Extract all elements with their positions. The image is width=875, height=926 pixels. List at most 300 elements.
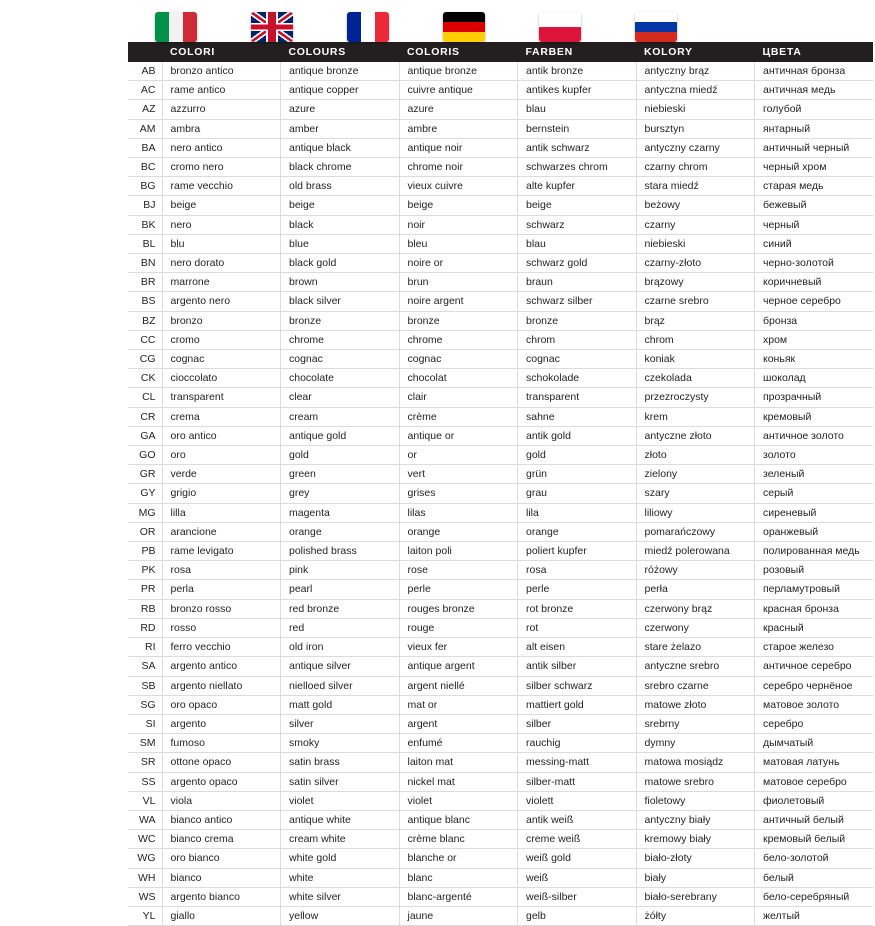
flag-cell-united-kingdom [224, 12, 320, 42]
color-name-cell: ferro vecchio [162, 638, 281, 657]
table-row [128, 369, 873, 388]
color-code-cell: SB [128, 676, 162, 695]
color-name-cell: chocolate [281, 369, 400, 388]
color-name-cell: old brass [281, 177, 400, 196]
color-name-cell: blanc [399, 868, 518, 887]
color-name-cell: stare żelazo [636, 638, 755, 657]
color-name-cell: белый [755, 868, 874, 887]
color-name-cell: янтарный [755, 119, 874, 138]
color-name-cell: bianco [162, 868, 281, 887]
color-name-cell: матовое серебро [755, 772, 874, 791]
color-name-cell: red [281, 618, 400, 637]
color-name-cell: silber schwarz [518, 676, 637, 695]
color-name-cell: arancione [162, 522, 281, 541]
color-name-cell: white silver [281, 887, 400, 906]
color-name-cell: chrome [399, 330, 518, 349]
table-row [128, 215, 873, 234]
color-name-cell: шоколад [755, 369, 874, 388]
color-code-cell: RD [128, 618, 162, 637]
flag-russia-icon [635, 12, 677, 42]
color-name-cell: прозрачный [755, 388, 874, 407]
color-name-cell: бежевый [755, 196, 874, 215]
color-code-cell: AM [128, 119, 162, 138]
color-name-cell: серый [755, 484, 874, 503]
table-row [128, 407, 873, 426]
color-name-cell: rosso [162, 618, 281, 637]
color-name-cell: antique noir [399, 138, 518, 157]
color-name-cell: argent niellé [399, 676, 518, 695]
color-name-cell: матовая латунь [755, 753, 874, 772]
color-name-cell: liliowy [636, 503, 755, 522]
color-name-cell: black gold [281, 254, 400, 273]
color-name-cell: stara miedź [636, 177, 755, 196]
color-name-cell: czarny-złoto [636, 254, 755, 273]
color-name-cell: оранжевый [755, 522, 874, 541]
color-code-cell: WS [128, 887, 162, 906]
color-name-cell: nero [162, 215, 281, 234]
color-name-cell: clair [399, 388, 518, 407]
color-code-cell: BJ [128, 196, 162, 215]
table-row [128, 753, 873, 772]
color-name-cell: antik schwarz [518, 138, 637, 157]
color-name-cell: argento antico [162, 657, 281, 676]
color-name-cell: ottone opaco [162, 753, 281, 772]
color-name-cell: nero dorato [162, 254, 281, 273]
color-name-cell: lila [518, 503, 637, 522]
color-name-cell: perle [518, 580, 637, 599]
color-name-cell: bronzo [162, 311, 281, 330]
color-name-cell: старая медь [755, 177, 874, 196]
color-name-cell: gold [281, 446, 400, 465]
color-code-cell: MG [128, 503, 162, 522]
color-name-cell: grey [281, 484, 400, 503]
color-code-cell: SM [128, 734, 162, 753]
color-name-cell: fioletowy [636, 791, 755, 810]
table-row [128, 772, 873, 791]
color-code-cell: SS [128, 772, 162, 791]
color-name-cell: niebieski [636, 100, 755, 119]
flag-france-icon [347, 12, 389, 42]
color-name-cell: crème [399, 407, 518, 426]
color-name-cell: or [399, 446, 518, 465]
color-code-cell: AC [128, 81, 162, 100]
color-code-cell: PR [128, 580, 162, 599]
color-name-cell: polished brass [281, 542, 400, 561]
color-code-cell: AZ [128, 100, 162, 119]
color-name-cell: żółty [636, 906, 755, 925]
color-name-cell: violet [399, 791, 518, 810]
color-code-cell: BG [128, 177, 162, 196]
color-name-cell: коричневый [755, 273, 874, 292]
table-header [128, 42, 873, 62]
color-name-cell: marrone [162, 273, 281, 292]
color-name-cell: perle [399, 580, 518, 599]
color-name-cell: rouge [399, 618, 518, 637]
color-code-cell: BK [128, 215, 162, 234]
color-name-cell: orange [518, 522, 637, 541]
color-code-cell: WH [128, 868, 162, 887]
color-name-cell: grigio [162, 484, 281, 503]
color-name-cell: rame antico [162, 81, 281, 100]
table-row [128, 177, 873, 196]
color-name-cell: argento opaco [162, 772, 281, 791]
color-name-cell: verde [162, 465, 281, 484]
color-name-cell: czerwony [636, 618, 755, 637]
color-name-cell: cromo nero [162, 158, 281, 177]
color-name-cell: laiton poli [399, 542, 518, 561]
color-code-cell: GO [128, 446, 162, 465]
flag-cell-germany [416, 12, 512, 42]
color-code-cell: GA [128, 426, 162, 445]
color-code-cell: GY [128, 484, 162, 503]
color-name-cell: сиреневый [755, 503, 874, 522]
color-name-cell: rouges bronze [399, 599, 518, 618]
color-name-cell: antik gold [518, 426, 637, 445]
color-name-cell: красный [755, 618, 874, 637]
color-name-cell: chrome [281, 330, 400, 349]
color-name-cell: alte kupfer [518, 177, 637, 196]
color-name-cell: satin silver [281, 772, 400, 791]
color-name-cell: черный хром [755, 158, 874, 177]
color-code-cell: CL [128, 388, 162, 407]
color-name-cell: creme weiß [518, 830, 637, 849]
color-name-cell: античная медь [755, 81, 874, 100]
table-row [128, 292, 873, 311]
color-name-cell: antique black [281, 138, 400, 157]
color-name-cell: enfumé [399, 734, 518, 753]
color-name-cell: rauchig [518, 734, 637, 753]
color-code-cell: WG [128, 849, 162, 868]
color-name-cell: chrom [636, 330, 755, 349]
table-header-row [128, 42, 873, 62]
color-name-cell: black silver [281, 292, 400, 311]
color-name-cell: серебро чернёное [755, 676, 874, 695]
color-name-cell: синий [755, 234, 874, 253]
color-name-cell: złoto [636, 446, 755, 465]
color-name-cell: antique bronze [281, 62, 400, 81]
color-name-cell: weiß [518, 868, 637, 887]
color-name-cell: messing-matt [518, 753, 637, 772]
color-name-cell: bursztyn [636, 119, 755, 138]
color-name-cell: schwarz [518, 215, 637, 234]
color-name-cell: bleu [399, 234, 518, 253]
column-header-colours: COLOURS [281, 42, 400, 62]
flag-poland-icon [539, 12, 581, 42]
color-name-cell: laiton mat [399, 753, 518, 772]
color-name-cell: grün [518, 465, 637, 484]
color-name-cell: violet [281, 791, 400, 810]
table-row [128, 234, 873, 253]
flag-cell-france [320, 12, 416, 42]
color-code-cell: RB [128, 599, 162, 618]
color-name-cell: rosa [518, 561, 637, 580]
color-name-cell: krem [636, 407, 755, 426]
color-name-cell: gelb [518, 906, 637, 925]
color-name-cell: mat or [399, 695, 518, 714]
table-row [128, 638, 873, 657]
color-names-table [128, 42, 873, 926]
color-name-cell: дымчатый [755, 734, 874, 753]
color-name-cell: dymny [636, 734, 755, 753]
color-name-cell: cream [281, 407, 400, 426]
table-row [128, 714, 873, 733]
table-row [128, 849, 873, 868]
color-name-cell: viola [162, 791, 281, 810]
color-name-cell: cognac [162, 350, 281, 369]
color-name-cell: antique gold [281, 426, 400, 445]
color-code-cell: OR [128, 522, 162, 541]
flag-cell-russia [608, 12, 704, 42]
color-name-cell: бронза [755, 311, 874, 330]
color-name-cell: yellow [281, 906, 400, 925]
color-code-cell: WC [128, 830, 162, 849]
color-name-cell: gold [518, 446, 637, 465]
color-name-cell: old iron [281, 638, 400, 657]
color-name-cell: полированная медь [755, 542, 874, 561]
table-row [128, 100, 873, 119]
color-name-cell: niebieski [636, 234, 755, 253]
color-name-cell: crema [162, 407, 281, 426]
color-name-cell: античный белый [755, 810, 874, 829]
table-row [128, 388, 873, 407]
color-code-cell: PB [128, 542, 162, 561]
color-code-cell: YL [128, 906, 162, 925]
color-name-cell: cream white [281, 830, 400, 849]
color-name-cell: vieux fer [399, 638, 518, 657]
color-name-cell: blau [518, 234, 637, 253]
color-name-cell: szary [636, 484, 755, 503]
color-code-cell: VL [128, 791, 162, 810]
table-row [128, 676, 873, 695]
color-name-cell: antikes kupfer [518, 81, 637, 100]
color-code-cell: CR [128, 407, 162, 426]
color-name-cell: czerwony brąz [636, 599, 755, 618]
table-row [128, 503, 873, 522]
table-row [128, 158, 873, 177]
color-name-cell: perla [162, 580, 281, 599]
color-name-cell: argento nero [162, 292, 281, 311]
table-row [128, 868, 873, 887]
color-name-cell: schokolade [518, 369, 637, 388]
color-name-cell: matowa mosiądz [636, 753, 755, 772]
color-name-cell: violett [518, 791, 637, 810]
color-name-cell: noir [399, 215, 518, 234]
color-code-cell: RI [128, 638, 162, 657]
color-name-cell: rot bronze [518, 599, 637, 618]
color-name-cell: orange [399, 522, 518, 541]
table-row [128, 446, 873, 465]
table-row [128, 119, 873, 138]
color-name-cell: antique blanc [399, 810, 518, 829]
color-name-cell: schwarz gold [518, 254, 637, 273]
color-name-cell: красная бронза [755, 599, 874, 618]
color-name-cell: czarny chrom [636, 158, 755, 177]
color-name-cell: white gold [281, 849, 400, 868]
color-name-cell: cromo [162, 330, 281, 349]
color-name-cell: матовое золото [755, 695, 874, 714]
color-code-cell: BA [128, 138, 162, 157]
color-name-cell: grises [399, 484, 518, 503]
color-name-cell: кремовый [755, 407, 874, 426]
column-header-farben: FARBEN [518, 42, 637, 62]
color-name-cell: argent [399, 714, 518, 733]
color-name-cell: black [281, 215, 400, 234]
color-name-cell: red bronze [281, 599, 400, 618]
color-name-cell: коньяк [755, 350, 874, 369]
color-name-cell: antyczna miedź [636, 81, 755, 100]
color-name-cell: черный [755, 215, 874, 234]
table-row [128, 484, 873, 503]
color-name-cell: розовый [755, 561, 874, 580]
color-name-cell: noire argent [399, 292, 518, 311]
column-header-coloris: COLORIS [399, 42, 518, 62]
color-name-cell: cioccolato [162, 369, 281, 388]
color-name-cell: bronze [281, 311, 400, 330]
table-row [128, 311, 873, 330]
color-name-cell: biało-serebrany [636, 887, 755, 906]
color-name-cell: jaune [399, 906, 518, 925]
color-name-cell: chrom [518, 330, 637, 349]
color-name-cell: schwarzes chrom [518, 158, 637, 177]
color-name-cell: satin brass [281, 753, 400, 772]
color-name-cell: argento bianco [162, 887, 281, 906]
color-code-cell: BR [128, 273, 162, 292]
flag-germany-icon [443, 12, 485, 42]
color-code-cell: BZ [128, 311, 162, 330]
color-code-cell: BC [128, 158, 162, 177]
color-name-cell: rame levigato [162, 542, 281, 561]
color-code-cell: SI [128, 714, 162, 733]
table-row [128, 138, 873, 157]
color-name-cell: green [281, 465, 400, 484]
table-row [128, 465, 873, 484]
table-row [128, 561, 873, 580]
color-name-cell: bronzo antico [162, 62, 281, 81]
color-name-cell: azzurro [162, 100, 281, 119]
column-header-colori: COLORI [162, 42, 281, 62]
color-name-cell: white [281, 868, 400, 887]
color-name-cell: vieux cuivre [399, 177, 518, 196]
flag-cell-italy [128, 12, 224, 42]
color-name-cell: перламутровый [755, 580, 874, 599]
table-row [128, 906, 873, 925]
table-row [128, 81, 873, 100]
table-row [128, 791, 873, 810]
color-name-cell: blanc-argenté [399, 887, 518, 906]
color-code-cell: AB [128, 62, 162, 81]
color-name-cell: nero antico [162, 138, 281, 157]
table-row [128, 580, 873, 599]
table-row [128, 330, 873, 349]
color-name-cell: brąz [636, 311, 755, 330]
color-name-cell: perła [636, 580, 755, 599]
color-name-cell: бело-золотой [755, 849, 874, 868]
color-code-cell: WA [128, 810, 162, 829]
table-row [128, 887, 873, 906]
color-code-cell: GR [128, 465, 162, 484]
color-name-cell: cognac [518, 350, 637, 369]
color-code-cell: CC [128, 330, 162, 349]
color-name-cell: cognac [399, 350, 518, 369]
color-name-cell: старое железо [755, 638, 874, 657]
color-name-cell: antique silver [281, 657, 400, 676]
color-name-cell: cognac [281, 350, 400, 369]
table-row [128, 657, 873, 676]
color-name-cell: antique white [281, 810, 400, 829]
table-row [128, 599, 873, 618]
color-name-cell: braun [518, 273, 637, 292]
color-name-cell: silver [281, 714, 400, 733]
color-name-cell: brun [399, 273, 518, 292]
color-name-cell: azure [281, 100, 400, 119]
color-name-cell: bernstein [518, 119, 637, 138]
color-name-cell: lilla [162, 503, 281, 522]
table-row [128, 830, 873, 849]
color-name-cell: miedź polerowana [636, 542, 755, 561]
color-name-cell: бело-серебряный [755, 887, 874, 906]
table-row [128, 254, 873, 273]
color-name-cell: blue [281, 234, 400, 253]
color-name-cell: beige [162, 196, 281, 215]
color-name-cell: antik silber [518, 657, 637, 676]
color-code-cell: SA [128, 657, 162, 676]
color-name-cell: grau [518, 484, 637, 503]
color-name-cell: matt gold [281, 695, 400, 714]
color-name-cell: хром [755, 330, 874, 349]
color-name-cell: matowe srebro [636, 772, 755, 791]
color-name-cell: transparent [162, 388, 281, 407]
color-name-cell: mattiert gold [518, 695, 637, 714]
color-name-cell: lilas [399, 503, 518, 522]
color-name-cell: antik weiß [518, 810, 637, 829]
color-name-cell: rot [518, 618, 637, 637]
table-row [128, 350, 873, 369]
flag-cell-poland [512, 12, 608, 42]
color-name-cell: зеленый [755, 465, 874, 484]
color-name-cell: koniak [636, 350, 755, 369]
color-name-cell: przezroczysty [636, 388, 755, 407]
color-name-cell: antique bronze [399, 62, 518, 81]
color-name-cell: rosa [162, 561, 281, 580]
table-row [128, 62, 873, 81]
color-name-cell: oro [162, 446, 281, 465]
color-name-cell: ambre [399, 119, 518, 138]
color-code-cell: BL [128, 234, 162, 253]
color-name-cell: pomarańczowy [636, 522, 755, 541]
color-name-cell: noire or [399, 254, 518, 273]
color-code-cell: BN [128, 254, 162, 273]
color-name-cell: желтый [755, 906, 874, 925]
color-name-cell: antique copper [281, 81, 400, 100]
color-name-cell: blu [162, 234, 281, 253]
color-name-cell: античное золото [755, 426, 874, 445]
color-name-cell: black chrome [281, 158, 400, 177]
color-name-cell: cuivre antique [399, 81, 518, 100]
table-body [128, 62, 873, 926]
flag-united-kingdom-icon [251, 12, 293, 42]
color-name-cell: kremowy biały [636, 830, 755, 849]
color-name-cell: srebro czarne [636, 676, 755, 695]
color-name-cell: bronzo rosso [162, 599, 281, 618]
color-name-cell: antique argent [399, 657, 518, 676]
color-name-cell: черно-золотой [755, 254, 874, 273]
color-name-cell: sahne [518, 407, 637, 426]
flag-row [0, 0, 875, 42]
color-name-cell: bronze [399, 311, 518, 330]
color-name-cell: античный черный [755, 138, 874, 157]
color-name-cell: weiß-silber [518, 887, 637, 906]
color-name-cell: antik bronze [518, 62, 637, 81]
